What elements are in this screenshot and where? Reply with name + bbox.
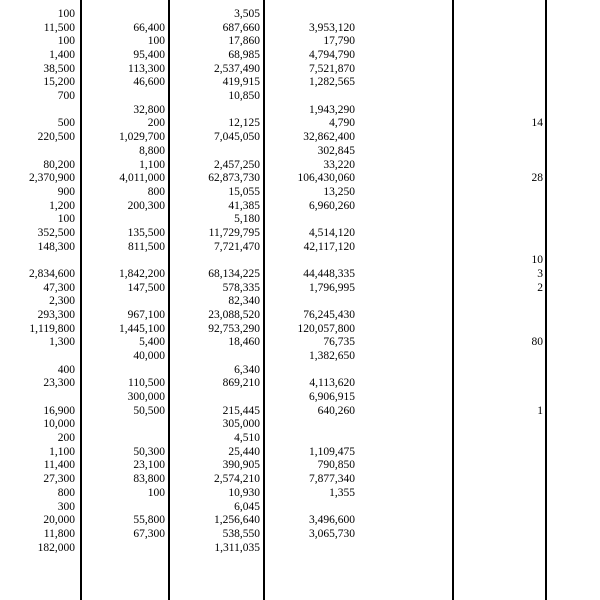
table-cell: 10: [531, 254, 543, 267]
table-cell: 7,877,340: [309, 473, 355, 486]
table-row: [0, 487, 600, 500]
table-cell: 83,800: [133, 473, 165, 486]
table-cell: 10,000: [43, 418, 75, 431]
table-row: [0, 377, 600, 390]
table-cell: 1,256,640: [214, 514, 260, 527]
table-cell: 4,794,790: [309, 49, 355, 61]
table-cell: 33,220: [323, 158, 355, 171]
table-cell: 7,521,870: [309, 62, 355, 75]
table-cell: 811,500: [128, 240, 165, 253]
table-cell: 23,300: [43, 377, 75, 390]
table-row: [0, 186, 600, 199]
table-cell: 1,943,290: [309, 103, 355, 116]
table-cell: 7,045,050: [214, 131, 260, 144]
table-cell: 23,088,520: [208, 309, 260, 321]
table-cell: 700: [57, 90, 75, 103]
table-cell: 1,109,475: [309, 445, 355, 458]
table-row: [0, 418, 600, 431]
table-cell: 2,574,210: [214, 473, 260, 486]
table-cell: 50,300: [133, 445, 165, 458]
table-cell: 900: [57, 185, 75, 198]
table-cell: 790,850: [317, 459, 355, 472]
table-cell: 120,057,800: [297, 322, 355, 335]
table-cell: 76,245,430: [303, 309, 355, 321]
table-row: [0, 213, 600, 226]
table-cell: 4,510: [234, 432, 260, 445]
table-cell: 538,550: [222, 527, 260, 540]
table-row: [0, 391, 600, 404]
table-cell: 1,300: [49, 336, 75, 349]
table-cell: 40,000: [133, 350, 165, 362]
table-cell: 95,400: [133, 49, 165, 61]
table-row: [0, 282, 600, 295]
table-cell: 32,800: [133, 103, 165, 116]
table-cell: 11,729,795: [208, 226, 260, 239]
table-row: [0, 528, 600, 541]
table-cell: 1,100: [49, 445, 75, 458]
table-cell: 7,721,470: [214, 240, 260, 253]
table-cell: 1,119,800: [29, 322, 75, 335]
table-cell: 1,355: [329, 486, 355, 499]
table-cell: 1,842,200: [119, 267, 165, 280]
table-cell: 11,500: [43, 21, 75, 34]
table-row: [0, 542, 600, 555]
table-cell: 23,100: [133, 459, 165, 472]
table-cell: 1,382,650: [309, 350, 355, 362]
table-row: [0, 514, 600, 527]
table-cell: 11,800: [43, 527, 75, 540]
table-row: [0, 405, 600, 418]
table-cell: 17,790: [323, 35, 355, 48]
table-cell: 38,500: [43, 62, 75, 75]
table-cell: 182,000: [37, 541, 75, 554]
table-cell: 352,500: [37, 226, 75, 239]
table-cell: 200: [147, 117, 165, 130]
table-row: [0, 159, 600, 172]
table-row: [0, 227, 600, 240]
table-cell: 3,065,730: [309, 527, 355, 540]
table-cell: 2: [537, 281, 543, 294]
table-cell: 147,500: [127, 281, 165, 294]
table-cell: 1,100: [139, 158, 165, 171]
table-cell: 400: [57, 363, 75, 376]
table-row: [0, 501, 600, 514]
table-cell: 578,335: [222, 281, 260, 294]
table-cell: 47,300: [43, 281, 75, 294]
table-cell: 220,500: [37, 131, 75, 144]
table-cell: 100: [57, 213, 75, 226]
table-cell: 100: [147, 35, 165, 48]
table-cell: 4,514,120: [309, 226, 355, 239]
table-row: [0, 104, 600, 117]
table-cell: 6,340: [234, 363, 260, 376]
table-cell: 32,862,400: [303, 131, 355, 144]
table-row: [0, 446, 600, 459]
table-row: [0, 8, 600, 21]
table-cell: 1,029,700: [119, 131, 165, 144]
table-cell: 100: [57, 35, 75, 48]
table-cell: 215,445: [222, 404, 260, 417]
table-cell: 68,134,225: [208, 267, 260, 280]
table-cell: 50,500: [133, 404, 165, 417]
table-row: [0, 295, 600, 308]
table-row: [0, 63, 600, 76]
table-cell: 6,906,915: [309, 391, 355, 403]
table-cell: 15,200: [43, 76, 75, 89]
table-cell: 3,496,600: [309, 514, 355, 527]
table-row: [0, 131, 600, 144]
table-cell: 92,753,290: [208, 322, 260, 335]
table-cell: 100: [57, 8, 75, 20]
table-row: [0, 473, 600, 486]
table-cell: 80: [531, 336, 543, 349]
table-row: [0, 49, 600, 62]
table-cell: 300: [57, 500, 75, 513]
table-cell: 1,282,565: [309, 76, 355, 89]
table-row: [0, 22, 600, 35]
table-row: [0, 432, 600, 445]
table-cell: 110,500: [128, 377, 165, 390]
table-row: [0, 309, 600, 322]
table-cell: 1,311,035: [214, 541, 260, 554]
table-cell: 200: [57, 432, 75, 445]
table-cell: 18,460: [228, 336, 260, 349]
table-cell: 2,370,900: [29, 172, 75, 185]
table-cell: 305,000: [222, 418, 260, 431]
table-cell: 419,915: [222, 76, 260, 89]
table-cell: 14: [531, 117, 543, 130]
table-cell: 66,400: [133, 21, 165, 34]
table-cell: 6,045: [234, 500, 260, 513]
table-row: [0, 76, 600, 89]
table-cell: 1,796,995: [309, 281, 355, 294]
table-row: [0, 336, 600, 349]
table-cell: 17,860: [228, 35, 260, 48]
table-cell: 3: [537, 267, 543, 280]
table-cell: 62,873,730: [208, 172, 260, 185]
table-cell: 3,505: [234, 8, 260, 20]
table-cell: 20,000: [43, 514, 75, 527]
table-cell: 1,400: [49, 49, 75, 61]
table-cell: 25,440: [228, 445, 260, 458]
table-cell: 11,400: [43, 459, 75, 472]
table-cell: 16,900: [43, 404, 75, 417]
table-cell: 800: [147, 185, 165, 198]
table-row: [0, 90, 600, 103]
table-cell: 76,735: [323, 336, 355, 349]
table-cell: 6,960,260: [309, 199, 355, 212]
table-cell: 2,537,490: [214, 62, 260, 75]
table-cell: 10,850: [228, 90, 260, 103]
table-cell: 869,210: [222, 377, 260, 390]
table-cell: 10,930: [228, 486, 260, 499]
table-row: [0, 241, 600, 254]
table-cell: 80,200: [43, 158, 75, 171]
table-cell: 42,117,120: [303, 240, 355, 253]
table-row: [0, 117, 600, 130]
table-cell: 1: [537, 404, 543, 417]
table-cell: 4,011,000: [119, 172, 165, 185]
table-cell: 3,953,120: [309, 21, 355, 34]
table-row: [0, 459, 600, 472]
table-cell: 1,445,100: [119, 322, 165, 335]
table-cell: 302,845: [317, 144, 355, 157]
table-cell: 82,340: [228, 295, 260, 308]
table-row: [0, 200, 600, 213]
table-cell: 5,400: [139, 336, 165, 349]
table-cell: 687,660: [222, 21, 260, 34]
table-cell: 967,100: [127, 309, 165, 321]
table-cell: 106,430,060: [297, 172, 355, 185]
table-cell: 27,300: [43, 473, 75, 486]
table-cell: 293,300: [37, 309, 75, 321]
table-cell: 2,300: [49, 295, 75, 308]
table-cell: 390,905: [222, 459, 260, 472]
table-row: [0, 350, 600, 363]
table-cell: 500: [57, 117, 75, 130]
table-cell: 800: [57, 486, 75, 499]
table-cell: 41,385: [228, 199, 260, 212]
table-cell: 1,200: [49, 199, 75, 212]
table-row: [0, 35, 600, 48]
table-cell: 68,985: [228, 49, 260, 61]
table-cell: 100: [147, 486, 165, 499]
table-cell: 55,800: [133, 514, 165, 527]
table-cell: 300,000: [127, 391, 165, 403]
table-cell: 12,125: [228, 117, 260, 130]
table-cell: 2,457,250: [214, 158, 260, 171]
table-cell: 200,300: [127, 199, 165, 212]
table-row: [0, 254, 600, 267]
table-cell: 67,300: [133, 527, 165, 540]
table-cell: 4,790: [329, 117, 355, 130]
table-cell: 15,055: [228, 185, 260, 198]
table-cell: 44,448,335: [303, 267, 355, 280]
table-cell: 5,180: [234, 213, 260, 226]
table-row: [0, 364, 600, 377]
table-cell: 135,500: [127, 226, 165, 239]
table-cell: 640,260: [317, 404, 355, 417]
table-row: [0, 268, 600, 281]
table-cell: 148,300: [37, 240, 75, 253]
table-cell: 4,113,620: [309, 377, 355, 390]
table-row: [0, 323, 600, 336]
table-cell: 46,600: [133, 76, 165, 89]
table-cell: 28: [531, 172, 543, 185]
table-cell: 13,250: [323, 185, 355, 198]
table-cell: 8,800: [139, 144, 165, 157]
table-row: [0, 145, 600, 158]
table-cell: 2,834,600: [29, 267, 75, 280]
table-cell: 113,300: [128, 62, 165, 75]
table-row: [0, 172, 600, 185]
